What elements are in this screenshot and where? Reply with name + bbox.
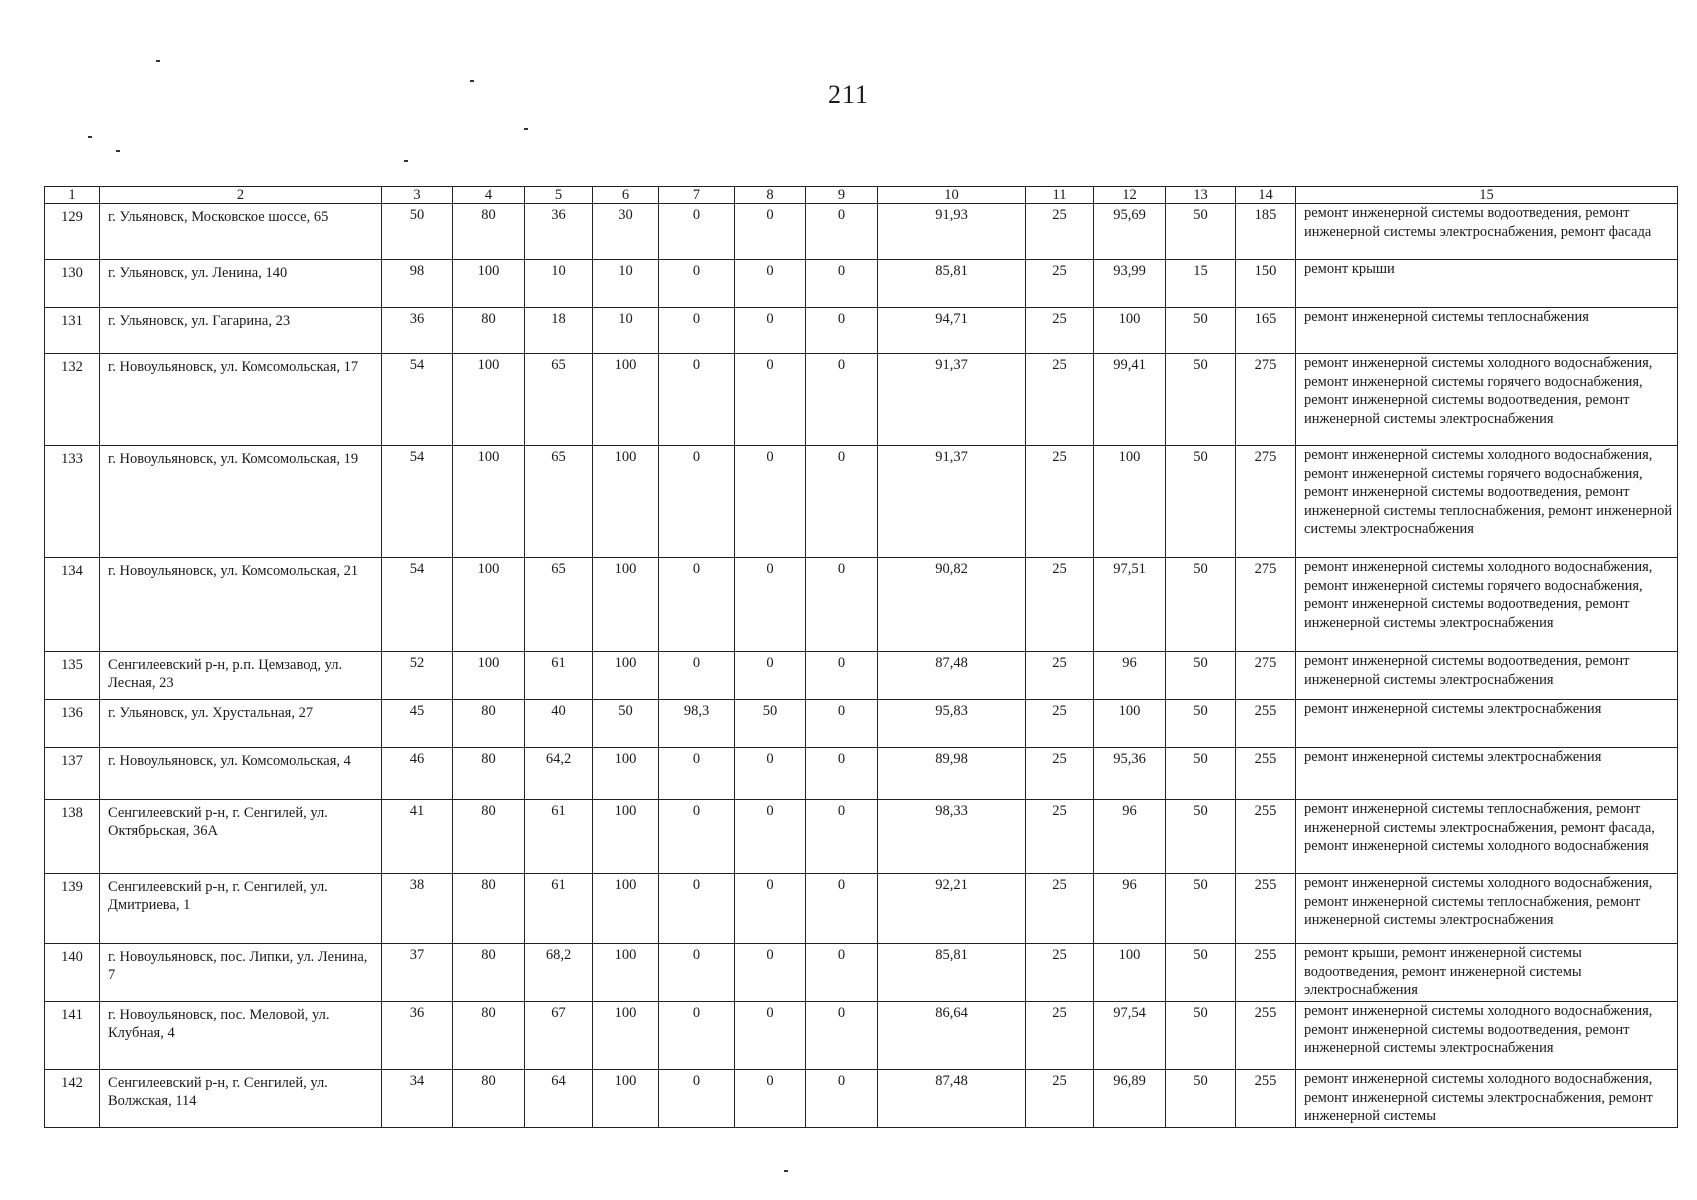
value-cell-col-8: 0 [735,354,806,446]
data-table [44,186,1678,1128]
value-cell-col-9: 0 [806,652,878,700]
value-cell-col-9: 0 [806,944,878,1002]
value-cell-col-8: 0 [735,260,806,308]
value-cell-col-13: 50 [1166,204,1236,260]
value-cell-col-6: 100 [593,800,659,874]
value-cell-col-14: 275 [1236,558,1296,652]
address-cell: г. Новоульяновск, ул. Комсомольская, 17 [100,354,382,446]
address-cell: г. Ульяновск, ул. Гагарина, 23 [100,308,382,354]
value-cell-col-7: 0 [659,652,735,700]
value-cell-col-3: 45 [382,700,453,748]
value-cell-col-14: 255 [1236,800,1296,874]
address-cell: г. Ульяновск, Московское шоссе, 65 [100,204,382,260]
work-type-cell: ремонт инженерной системы водоотведения, ремонт инженерной системы электроснабжения, ремонт фасада [1296,204,1678,260]
row-number-cell: 136 [45,700,100,748]
value-cell-col-13: 50 [1166,1002,1236,1070]
value-cell-col-13: 50 [1166,558,1236,652]
value-cell-col-9: 0 [806,204,878,260]
scan-speck [156,60,160,62]
value-cell-col-10: 92,21 [878,874,1026,944]
value-cell-col-5: 10 [525,260,593,308]
value-cell-col-12: 100 [1094,446,1166,558]
value-cell-col-11: 25 [1026,652,1094,700]
header-cell: 14 [1236,187,1296,204]
table-row [45,874,1678,944]
header-cell: 11 [1026,187,1094,204]
value-cell-col-13: 15 [1166,260,1236,308]
header-cell: 5 [525,187,593,204]
value-cell-col-10: 85,81 [878,944,1026,1002]
value-cell-col-14: 255 [1236,748,1296,800]
value-cell-col-8: 0 [735,558,806,652]
scan-speck [88,136,92,138]
value-cell-col-7: 0 [659,748,735,800]
value-cell-col-8: 0 [735,874,806,944]
value-cell-col-9: 0 [806,700,878,748]
value-cell-col-4: 100 [453,558,525,652]
value-cell-col-5: 61 [525,800,593,874]
table-row [45,260,1678,308]
address-cell: г. Новоульяновск, пос. Меловой, ул. Клубная, 4 [100,1002,382,1070]
value-cell-col-3: 54 [382,558,453,652]
row-number-cell: 139 [45,874,100,944]
work-type-cell: ремонт инженерной системы холодного водоснабжения, ремонт инженерной системы теплоснабжения, ремонт инженерной системы электроснабжения [1296,874,1678,944]
value-cell-col-4: 100 [453,446,525,558]
value-cell-col-9: 0 [806,354,878,446]
value-cell-col-10: 94,71 [878,308,1026,354]
row-number-cell: 141 [45,1002,100,1070]
table-row [45,944,1678,1002]
header-cell: 2 [100,187,382,204]
value-cell-col-3: 38 [382,874,453,944]
work-type-cell: ремонт инженерной системы электроснабжения [1296,748,1678,800]
value-cell-col-10: 85,81 [878,260,1026,308]
row-number-cell: 133 [45,446,100,558]
value-cell-col-8: 0 [735,748,806,800]
value-cell-col-13: 50 [1166,944,1236,1002]
value-cell-col-5: 68,2 [525,944,593,1002]
value-cell-col-5: 61 [525,652,593,700]
value-cell-col-14: 275 [1236,354,1296,446]
value-cell-col-4: 100 [453,354,525,446]
value-cell-col-6: 100 [593,354,659,446]
value-cell-col-8: 0 [735,1002,806,1070]
address-cell: г. Новоульяновск, ул. Комсомольская, 19 [100,446,382,558]
value-cell-col-14: 275 [1236,652,1296,700]
value-cell-col-7: 0 [659,354,735,446]
value-cell-col-7: 0 [659,874,735,944]
value-cell-col-12: 99,41 [1094,354,1166,446]
value-cell-col-8: 0 [735,204,806,260]
value-cell-col-6: 100 [593,1002,659,1070]
scan-speck [116,150,120,152]
value-cell-col-11: 25 [1026,260,1094,308]
value-cell-col-6: 10 [593,260,659,308]
value-cell-col-9: 0 [806,1002,878,1070]
scan-speck [524,128,528,130]
value-cell-col-5: 64,2 [525,748,593,800]
table-row [45,1002,1678,1070]
row-number-cell: 140 [45,944,100,1002]
value-cell-col-8: 0 [735,652,806,700]
value-cell-col-6: 30 [593,204,659,260]
work-type-cell: ремонт инженерной системы теплоснабжения, ремонт инженерной системы электроснабжения, ремонт фасада, ремонт инженерной системы холодного водоснабжения [1296,800,1678,874]
value-cell-col-5: 65 [525,446,593,558]
value-cell-col-4: 100 [453,260,525,308]
value-cell-col-11: 25 [1026,700,1094,748]
value-cell-col-13: 50 [1166,354,1236,446]
value-cell-col-6: 100 [593,1070,659,1128]
value-cell-col-10: 98,33 [878,800,1026,874]
value-cell-col-12: 100 [1094,308,1166,354]
value-cell-col-14: 255 [1236,874,1296,944]
value-cell-col-3: 36 [382,308,453,354]
value-cell-col-12: 95,69 [1094,204,1166,260]
value-cell-col-14: 185 [1236,204,1296,260]
work-type-cell: ремонт инженерной системы холодного водоснабжения, ремонт инженерной системы горячего водоснабжения, ремонт инженерной системы водоотведения, ремонт инженерной системы электроснабжения [1296,354,1678,446]
row-number-cell: 131 [45,308,100,354]
table-row [45,204,1678,260]
scan-speck [404,160,408,162]
table-row [45,748,1678,800]
work-type-cell: ремонт инженерной системы холодного водоснабжения, ремонт инженерной системы горячего водоснабжения, ремонт инженерной системы водоотведения, ремонт инженерной системы электроснабжения [1296,558,1678,652]
value-cell-col-10: 86,64 [878,1002,1026,1070]
value-cell-col-3: 34 [382,1070,453,1128]
value-cell-col-14: 255 [1236,944,1296,1002]
value-cell-col-7: 98,3 [659,700,735,748]
value-cell-col-9: 0 [806,800,878,874]
value-cell-col-9: 0 [806,748,878,800]
row-number-cell: 129 [45,204,100,260]
header-cell: 3 [382,187,453,204]
work-type-cell: ремонт инженерной системы теплоснабжения [1296,308,1678,354]
value-cell-col-6: 10 [593,308,659,354]
value-cell-col-13: 50 [1166,652,1236,700]
value-cell-col-13: 50 [1166,446,1236,558]
value-cell-col-3: 52 [382,652,453,700]
value-cell-col-11: 25 [1026,1070,1094,1128]
value-cell-col-12: 93,99 [1094,260,1166,308]
page-number: 211 [827,80,870,109]
value-cell-col-13: 50 [1166,1070,1236,1128]
value-cell-col-12: 96 [1094,800,1166,874]
address-cell: Сенгилеевский р-н, р.п. Цемзавод, ул. Лесная, 23 [100,652,382,700]
table-row [45,800,1678,874]
value-cell-col-5: 61 [525,874,593,944]
row-number-cell: 130 [45,260,100,308]
value-cell-col-7: 0 [659,260,735,308]
value-cell-col-11: 25 [1026,748,1094,800]
value-cell-col-8: 0 [735,944,806,1002]
value-cell-col-10: 91,37 [878,446,1026,558]
value-cell-col-7: 0 [659,558,735,652]
value-cell-col-5: 65 [525,558,593,652]
value-cell-col-14: 255 [1236,1002,1296,1070]
value-cell-col-12: 96 [1094,652,1166,700]
value-cell-col-4: 80 [453,874,525,944]
value-cell-col-10: 91,37 [878,354,1026,446]
value-cell-col-12: 97,51 [1094,558,1166,652]
value-cell-col-13: 50 [1166,748,1236,800]
value-cell-col-4: 80 [453,944,525,1002]
value-cell-col-3: 50 [382,204,453,260]
value-cell-col-10: 87,48 [878,1070,1026,1128]
row-number-cell: 138 [45,800,100,874]
header-cell: 15 [1296,187,1678,204]
address-cell: г. Ульяновск, ул. Ленина, 140 [100,260,382,308]
value-cell-col-14: 275 [1236,446,1296,558]
value-cell-col-14: 255 [1236,700,1296,748]
header-cell: 9 [806,187,878,204]
data-table-container [44,186,1673,1128]
row-number-cell: 134 [45,558,100,652]
header-cell: 8 [735,187,806,204]
value-cell-col-12: 96 [1094,874,1166,944]
table-row [45,446,1678,558]
value-cell-col-11: 25 [1026,1002,1094,1070]
address-cell: Сенгилеевский р-н, г. Сенгилей, ул. Октябрьская, 36А [100,800,382,874]
value-cell-col-3: 98 [382,260,453,308]
value-cell-col-8: 50 [735,700,806,748]
value-cell-col-11: 25 [1026,204,1094,260]
value-cell-col-6: 100 [593,748,659,800]
value-cell-col-5: 64 [525,1070,593,1128]
value-cell-col-11: 25 [1026,308,1094,354]
row-number-cell: 135 [45,652,100,700]
address-cell: г. Новоульяновск, ул. Комсомольская, 21 [100,558,382,652]
table-row [45,1070,1678,1128]
value-cell-col-6: 50 [593,700,659,748]
value-cell-col-13: 50 [1166,700,1236,748]
value-cell-col-7: 0 [659,204,735,260]
value-cell-col-4: 80 [453,1002,525,1070]
value-cell-col-6: 100 [593,446,659,558]
value-cell-col-8: 0 [735,308,806,354]
value-cell-col-11: 25 [1026,354,1094,446]
value-cell-col-4: 80 [453,204,525,260]
value-cell-col-6: 100 [593,944,659,1002]
row-number-cell: 137 [45,748,100,800]
value-cell-col-11: 25 [1026,446,1094,558]
value-cell-col-10: 95,83 [878,700,1026,748]
value-cell-col-7: 0 [659,446,735,558]
value-cell-col-7: 0 [659,800,735,874]
value-cell-col-12: 97,54 [1094,1002,1166,1070]
value-cell-col-11: 25 [1026,874,1094,944]
header-cell: 4 [453,187,525,204]
header-cell: 10 [878,187,1026,204]
value-cell-col-10: 87,48 [878,652,1026,700]
value-cell-col-13: 50 [1166,800,1236,874]
value-cell-col-4: 80 [453,800,525,874]
work-type-cell: ремонт инженерной системы электроснабжения [1296,700,1678,748]
value-cell-col-7: 0 [659,308,735,354]
value-cell-col-12: 95,36 [1094,748,1166,800]
value-cell-col-12: 100 [1094,700,1166,748]
value-cell-col-9: 0 [806,446,878,558]
header-cell: 6 [593,187,659,204]
work-type-cell: ремонт крыши, ремонт инженерной системы водоотведения, ремонт инженерной системы электроснабжения [1296,944,1678,1002]
value-cell-col-12: 100 [1094,944,1166,1002]
value-cell-col-10: 90,82 [878,558,1026,652]
scan-speck [470,80,474,82]
table-row [45,308,1678,354]
value-cell-col-13: 50 [1166,874,1236,944]
value-cell-col-11: 25 [1026,800,1094,874]
table-row [45,354,1678,446]
header-cell: 13 [1166,187,1236,204]
value-cell-col-14: 150 [1236,260,1296,308]
row-number-cell: 142 [45,1070,100,1128]
value-cell-col-3: 36 [382,1002,453,1070]
value-cell-col-4: 80 [453,748,525,800]
address-cell: г. Новоульяновск, пос. Липки, ул. Ленина, 7 [100,944,382,1002]
header-cell: 12 [1094,187,1166,204]
value-cell-col-3: 54 [382,446,453,558]
address-cell: Сенгилеевский р-н, г. Сенгилей, ул. Волжская, 114 [100,1070,382,1128]
value-cell-col-4: 100 [453,652,525,700]
value-cell-col-6: 100 [593,652,659,700]
value-cell-col-11: 25 [1026,558,1094,652]
value-cell-col-9: 0 [806,1070,878,1128]
value-cell-col-9: 0 [806,308,878,354]
value-cell-col-3: 41 [382,800,453,874]
value-cell-col-7: 0 [659,1070,735,1128]
header-cell: 7 [659,187,735,204]
header-row [45,187,1678,204]
work-type-cell: ремонт крыши [1296,260,1678,308]
work-type-cell: ремонт инженерной системы холодного водоснабжения, ремонт инженерной системы водоотведения, ремонт инженерной системы электроснабжения [1296,1002,1678,1070]
value-cell-col-3: 46 [382,748,453,800]
table-row [45,652,1678,700]
value-cell-col-8: 0 [735,1070,806,1128]
value-cell-col-4: 80 [453,1070,525,1128]
header-cell: 1 [45,187,100,204]
row-number-cell: 132 [45,354,100,446]
value-cell-col-10: 89,98 [878,748,1026,800]
value-cell-col-5: 40 [525,700,593,748]
address-cell: Сенгилеевский р-н, г. Сенгилей, ул. Дмитриева, 1 [100,874,382,944]
value-cell-col-6: 100 [593,874,659,944]
work-type-cell: ремонт инженерной системы водоотведения, ремонт инженерной системы электроснабжения [1296,652,1678,700]
address-cell: г. Ульяновск, ул. Хрустальная, 27 [100,700,382,748]
value-cell-col-14: 165 [1236,308,1296,354]
value-cell-col-7: 0 [659,944,735,1002]
value-cell-col-5: 67 [525,1002,593,1070]
value-cell-col-5: 36 [525,204,593,260]
value-cell-col-10: 91,93 [878,204,1026,260]
value-cell-col-6: 100 [593,558,659,652]
value-cell-col-7: 0 [659,1002,735,1070]
value-cell-col-3: 54 [382,354,453,446]
value-cell-col-9: 0 [806,874,878,944]
value-cell-col-5: 65 [525,354,593,446]
value-cell-col-3: 37 [382,944,453,1002]
table-row [45,558,1678,652]
work-type-cell: ремонт инженерной системы холодного водоснабжения, ремонт инженерной системы электроснабжения, ремонт инженерной системы [1296,1070,1678,1128]
table-row [45,700,1678,748]
value-cell-col-4: 80 [453,700,525,748]
scan-speck [784,1170,788,1172]
address-cell: г. Новоульяновск, ул. Комсомольская, 4 [100,748,382,800]
work-type-cell: ремонт инженерной системы холодного водоснабжения, ремонт инженерной системы горячего водоснабжения, ремонт инженерной системы водоотведения, ремонт инженерной системы теплоснабжения, ремонт инженерной системы электроснабжения [1296,446,1678,558]
value-cell-col-9: 0 [806,260,878,308]
value-cell-col-13: 50 [1166,308,1236,354]
value-cell-col-8: 0 [735,800,806,874]
value-cell-col-12: 96,89 [1094,1070,1166,1128]
value-cell-col-5: 18 [525,308,593,354]
value-cell-col-14: 255 [1236,1070,1296,1128]
value-cell-col-9: 0 [806,558,878,652]
value-cell-col-4: 80 [453,308,525,354]
value-cell-col-11: 25 [1026,944,1094,1002]
value-cell-col-8: 0 [735,446,806,558]
